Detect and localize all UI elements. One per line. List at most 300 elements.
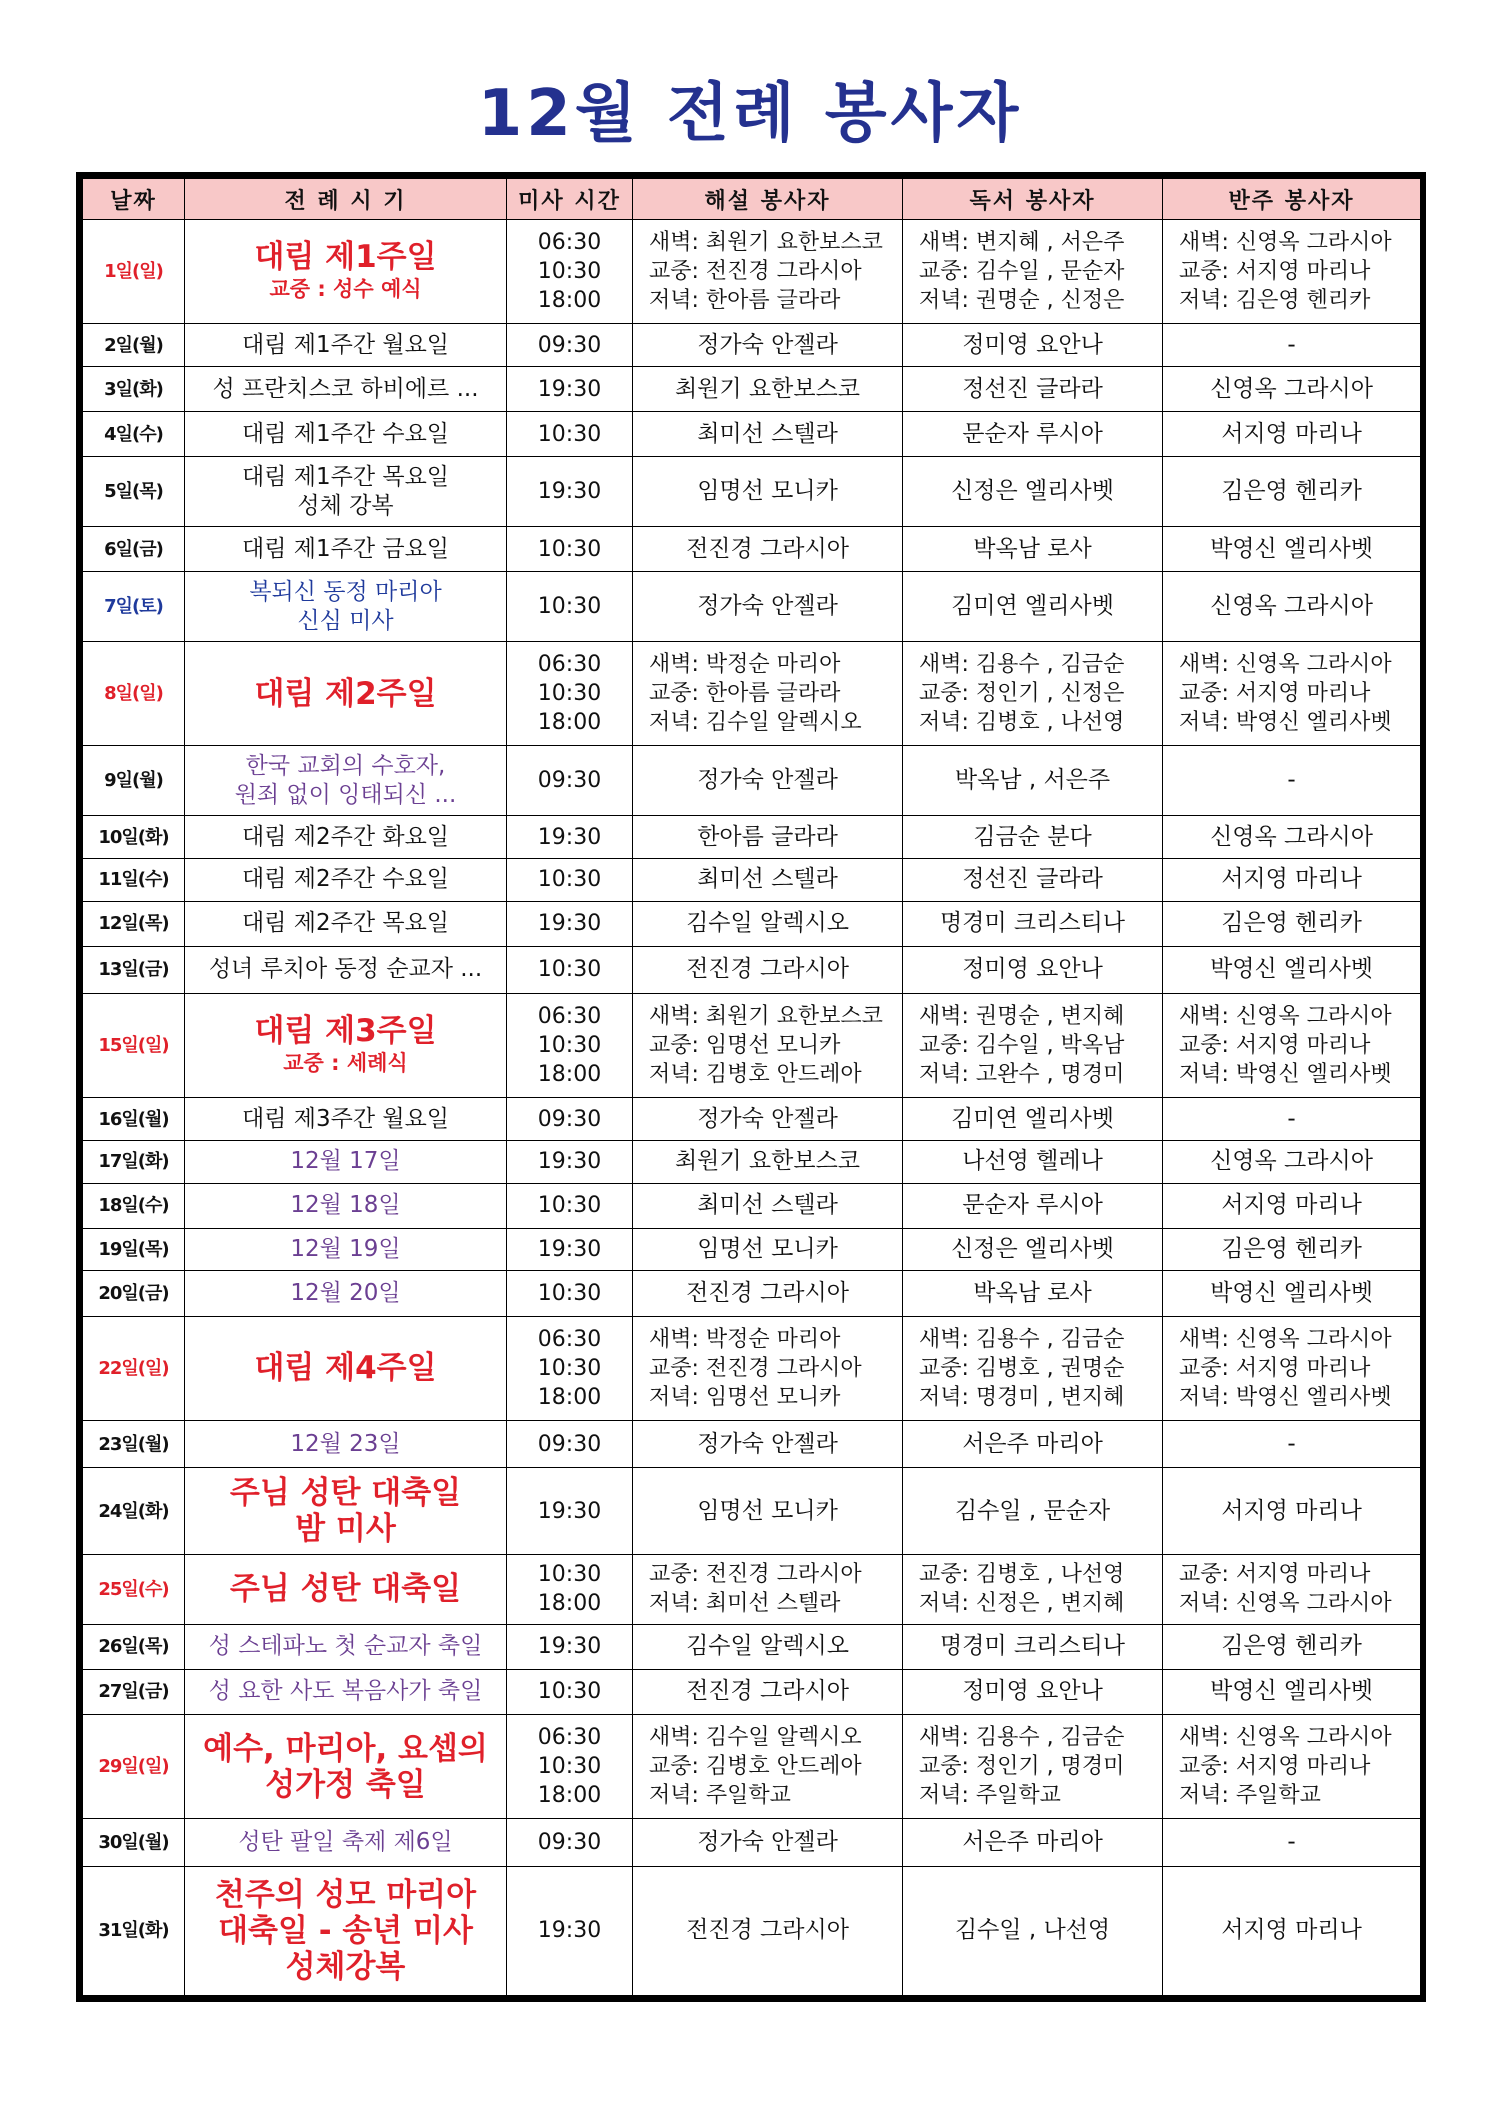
commentator-line: 저녁: 최미선 스텔라 [649,1591,841,1617]
cell-commentator [633,1228,903,1271]
cell-period [185,1228,507,1271]
cell-commentator [633,1468,903,1555]
organist-line: 새벽: 신영옥 그라시아 [1179,1004,1392,1030]
commentator-line: 한아름 글라라 [697,823,838,850]
cell-date: 12일(목) [83,901,185,946]
reader-line: 명경미 크리스티나 [939,1633,1126,1660]
reader-line: 정선진 글라라 [962,375,1103,402]
organist-line: - [1287,1828,1296,1855]
reader-line: 저녁: 명경미 , 변지혜 [919,1384,1125,1410]
cell-period [185,1669,507,1714]
organist-line: 저녁: 주일학교 [1179,1783,1321,1809]
time-line: 09:30 [537,1106,602,1132]
period-line: 대림 제1주간 수요일 [242,420,449,447]
cell-date: 27일(금) [83,1669,185,1714]
cell-time [507,1669,633,1714]
cell-time [507,324,633,367]
commentator-line: 임명선 모니카 [697,1497,838,1524]
cell-period [185,527,507,572]
cell-period [185,324,507,367]
cell-commentator [633,816,903,859]
organist-line: 새벽: 신영옥 그라시아 [1179,1725,1392,1751]
reader-line: 정미영 요안나 [962,956,1103,983]
period-line: 12월 17일 [290,1148,401,1175]
cell-reader [903,1141,1163,1184]
organist-line: - [1287,767,1296,794]
period-line: 성가정 축일 [265,1766,426,1803]
cell-date: 15일(일) [83,994,185,1098]
cell-reader [903,858,1163,901]
cell-date: 3일(화) [83,367,185,412]
cell-time [507,1316,633,1420]
cell-date: 23일(월) [83,1420,185,1467]
cell-organist [1163,1228,1421,1271]
reader-line: 박옥남 , 서은주 [954,767,1111,794]
period-line: 성체강복 [285,1948,406,1985]
period-line: 12월 19일 [290,1236,401,1263]
period-line: 예수, 마리아, 요셉의 [203,1730,488,1767]
table-row [83,527,1421,572]
time-line: 19:30 [537,824,602,850]
cell-organist [1163,1098,1421,1141]
commentator-line: 정가숙 안젤라 [697,331,838,358]
reader-line: 박옥남 로사 [973,1280,1092,1306]
period-line: 12월 23일 [290,1430,401,1457]
cell-period [185,994,507,1098]
commentator-line: 최미선 스텔라 [697,1192,838,1219]
commentator-line: 교중: 임명선 모니카 [649,1033,841,1059]
time-line: 06:30 [537,1326,602,1352]
commentator-line: 최미선 스텔라 [697,420,838,447]
commentator-line: 교중: 한아름 글라라 [649,681,841,707]
reader-line: 저녁: 주일학교 [919,1783,1061,1809]
period-line: 대림 제3주간 월요일 [242,1105,449,1132]
period-line: 한국 교회의 수호자, [245,752,446,779]
organist-line: 신영옥 그라시아 [1210,593,1373,620]
table-row [83,858,1421,901]
cell-date: 5일(목) [83,457,185,527]
organist-line: 서지영 마리나 [1221,1192,1362,1219]
commentator-line: 전진경 그라시아 [686,956,849,983]
cell-organist [1163,642,1421,746]
commentator-line: 저녁: 한아름 글라라 [649,288,841,314]
period-line: 천주의 성모 마리아 [214,1876,477,1913]
commentator-line: 정가숙 안젤라 [697,767,838,794]
period-line: 성탄 팔일 축제 제6일 [238,1828,453,1855]
schedule-table [82,178,1421,1996]
cell-time [507,527,633,572]
cell-time [507,572,633,642]
table-row [83,901,1421,946]
organist-line: 박영신 엘리사벳 [1210,535,1373,562]
organist-line: 김은영 헨리카 [1221,478,1362,505]
cell-date: 19일(목) [83,1228,185,1271]
table-row [83,746,1421,816]
cell-commentator [633,457,903,527]
header-row [83,179,1421,220]
cell-time [507,1866,633,1995]
table-row [83,572,1421,642]
commentator-line: 저녁: 임명선 모니카 [649,1384,841,1410]
reader-line: 새벽: 권명순 , 변지혜 [919,1004,1125,1030]
cell-organist [1163,1624,1421,1669]
organist-line: 새벽: 신영옥 그라시아 [1179,652,1392,678]
time-line: 10:30 [537,259,602,285]
table-row [83,1624,1421,1669]
cell-date: 6일(금) [83,527,185,572]
cell-date: 1일(일) [83,220,185,324]
reader-line: 신정은 엘리사벳 [951,478,1114,505]
reader-line: 정미영 요안나 [962,1678,1103,1705]
cell-date: 16일(월) [83,1098,185,1141]
cell-organist [1163,1468,1421,1555]
cell-reader [903,367,1163,412]
commentator-line: 저녁: 김병호 안드레아 [649,1062,862,1088]
cell-period [185,1420,507,1467]
time-line: 19:30 [537,1237,602,1263]
reader-line: 저녁: 김병호 , 나선영 [919,710,1125,736]
period-line: 대림 제1주간 금요일 [242,535,449,562]
cell-reader [903,1866,1163,1995]
cell-reader [903,816,1163,859]
table-row [83,324,1421,367]
cell-organist [1163,220,1421,324]
reader-line: 김미연 엘리사벳 [951,1105,1114,1132]
period-line: 12월 18일 [290,1192,401,1219]
time-line: 09:30 [537,1431,602,1457]
cell-time [507,412,633,457]
cell-period [185,457,507,527]
time-line: 18:00 [537,1591,602,1617]
table-row [83,1866,1421,1995]
commentator-line: 저녁: 김수일 알렉시오 [649,710,862,736]
cell-period [185,1316,507,1420]
cell-time [507,1819,633,1866]
organist-line: 박영신 엘리사벳 [1210,1280,1373,1306]
cell-commentator [633,412,903,457]
time-line: 10:30 [537,957,602,983]
cell-period [185,1271,507,1316]
commentator-line: 임명선 모니카 [697,478,838,505]
reader-line: 문순자 루시아 [962,1192,1103,1219]
cell-time [507,1554,633,1624]
cell-organist [1163,457,1421,527]
reader-line: 저녁: 고완수 , 명경미 [919,1062,1125,1088]
cell-organist [1163,858,1421,901]
reader-line: 교중: 김수일 , 박옥남 [919,1033,1125,1059]
time-line: 10:30 [537,1562,602,1588]
cell-period [185,1714,507,1818]
reader-line: 교중: 김병호 , 권명순 [919,1355,1125,1381]
cell-reader [903,1183,1163,1228]
cell-commentator [633,994,903,1098]
cell-commentator [633,1624,903,1669]
cell-period [185,946,507,993]
cell-organist [1163,1819,1421,1866]
cell-organist [1163,412,1421,457]
period-line: 대림 제2주간 수요일 [242,866,449,893]
cell-period [185,901,507,946]
time-line: 10:30 [537,1033,602,1059]
organist-line: 서지영 마리나 [1221,1917,1362,1944]
cell-period [185,1183,507,1228]
organist-line: - [1287,1430,1296,1457]
time-line: 10:30 [537,867,602,893]
period-line: 성 프란치스코 하비에르 ... [212,375,479,402]
cell-period [185,1468,507,1555]
cell-time [507,1420,633,1467]
period-line: 대림 제2주일 [254,675,437,712]
table-row [83,816,1421,859]
cell-reader [903,412,1163,457]
organist-line: 교중: 서지영 마리나 [1179,1562,1371,1588]
cell-commentator [633,1183,903,1228]
time-line: 10:30 [537,1355,602,1381]
time-line: 10:30 [537,1193,602,1219]
cell-date: 11일(수) [83,858,185,901]
organist-line: 서지영 마리나 [1221,866,1362,893]
cell-time [507,1183,633,1228]
cell-commentator [633,527,903,572]
header-reader: 독서 봉사자 [903,179,1163,220]
period-line: 성녀 루치아 동정 순교자 ... [208,956,483,983]
cell-organist [1163,1271,1421,1316]
cell-commentator [633,1271,903,1316]
cell-date: 18일(수) [83,1183,185,1228]
cell-commentator [633,1316,903,1420]
cell-period [185,1819,507,1866]
cell-organist [1163,994,1421,1098]
time-line: 06:30 [537,1004,602,1030]
cell-organist [1163,946,1421,993]
period-line: 대림 제1주간 월요일 [242,331,449,358]
period-line: 성 스테파노 첫 순교자 축일 [208,1633,483,1660]
organist-line: 서지영 마리나 [1221,1497,1362,1524]
cell-date: 26일(목) [83,1624,185,1669]
table-row [83,367,1421,412]
cell-time [507,642,633,746]
time-line: 19:30 [537,1918,602,1944]
time-line: 10:30 [537,536,602,562]
organist-line: 교중: 서지영 마리나 [1179,1355,1371,1381]
cell-organist [1163,1554,1421,1624]
reader-line: 새벽: 김용수 , 김금순 [919,1326,1125,1352]
header-commentator: 해설 봉사자 [633,179,903,220]
cell-date: 7일(토) [83,572,185,642]
reader-line: 박옥남 로사 [973,535,1092,562]
cell-reader [903,1228,1163,1271]
table-row [83,1271,1421,1316]
commentator-line: 새벽: 박정순 마리아 [649,1326,841,1352]
table-body [83,220,1421,1996]
cell-reader [903,1554,1163,1624]
organist-line: 김은영 헨리카 [1221,1236,1362,1263]
cell-commentator [633,642,903,746]
cell-reader [903,572,1163,642]
cell-time [507,457,633,527]
organist-line: 교중: 서지영 마리나 [1179,681,1371,707]
organist-line: 김은영 헨리카 [1221,1633,1362,1660]
table-row [83,1228,1421,1271]
time-line: 19:30 [537,911,602,937]
period-line: 주님 성탄 대축일 [229,1475,462,1512]
table-row [83,994,1421,1098]
cell-organist [1163,901,1421,946]
period-line: 성체 강복 [297,492,394,519]
cell-time [507,746,633,816]
commentator-line: 정가숙 안젤라 [697,1105,838,1132]
reader-line: 신정은 엘리사벳 [951,1236,1114,1263]
cell-period [185,412,507,457]
time-line: 10:30 [537,1281,602,1306]
table-row [83,1183,1421,1228]
cell-commentator [633,1554,903,1624]
time-line: 09:30 [537,768,602,794]
period-line: 대림 제1주간 목요일 [242,463,449,490]
organist-line: 신영옥 그라시아 [1210,1148,1373,1175]
cell-reader [903,1098,1163,1141]
time-line: 06:30 [537,1725,602,1751]
cell-date: 25일(수) [83,1554,185,1624]
commentator-line: 새벽: 김수일 알렉시오 [649,1725,862,1751]
organist-line: 저녁: 신영옥 그라시아 [1179,1591,1392,1617]
table-row [83,412,1421,457]
cell-organist [1163,1183,1421,1228]
organist-line: - [1287,331,1296,358]
commentator-line: 새벽: 박정순 마리아 [649,652,841,678]
cell-date: 8일(일) [83,642,185,746]
cell-organist [1163,324,1421,367]
cell-commentator [633,901,903,946]
cell-commentator [633,1669,903,1714]
cell-reader [903,642,1163,746]
reader-line: 정미영 요안나 [962,331,1103,358]
cell-commentator [633,946,903,993]
time-line: 18:00 [537,710,602,736]
period-line: 성 요한 사도 복음사가 축일 [208,1678,483,1705]
period-line: 대림 제1주일 [254,239,437,276]
time-line: 10:30 [537,681,602,707]
cell-reader [903,1468,1163,1555]
table-row [83,1420,1421,1467]
cell-commentator [633,367,903,412]
cell-time [507,1714,633,1818]
commentator-line: 전진경 그라시아 [686,1678,849,1705]
cell-organist [1163,527,1421,572]
period-line: 밤 미사 [295,1511,396,1548]
cell-date: 10일(화) [83,816,185,859]
table-row [83,1468,1421,1555]
cell-period [185,367,507,412]
period-line: 신심 미사 [297,607,394,634]
time-line: 09:30 [537,1829,602,1855]
cell-reader [903,1420,1163,1467]
organist-line: 신영옥 그라시아 [1210,375,1373,402]
cell-time [507,858,633,901]
cell-reader [903,1271,1163,1316]
cell-organist [1163,1141,1421,1184]
reader-line: 저녁: 신정은 , 변지혜 [919,1591,1125,1617]
organist-line: 교중: 서지영 마리나 [1179,1033,1371,1059]
reader-line: 김수일 , 나선영 [954,1917,1111,1944]
cell-time [507,816,633,859]
cell-reader [903,457,1163,527]
period-line: 대림 제2주간 목요일 [242,910,449,937]
organist-line: 김은영 헨리카 [1221,910,1362,937]
commentator-line: 김수일 알렉시오 [686,910,849,937]
table-row [83,642,1421,746]
commentator-line: 임명선 모니카 [697,1236,838,1263]
commentator-line: 새벽: 최원기 요한보스코 [649,1004,883,1030]
header-organist: 반주 봉사자 [1163,179,1421,220]
cell-period [185,1866,507,1995]
cell-time [507,220,633,324]
organist-line: 저녁: 박영신 엘리사벳 [1179,1384,1392,1410]
cell-reader [903,946,1163,993]
cell-reader [903,994,1163,1098]
organist-line: - [1287,1105,1296,1132]
cell-reader [903,1316,1163,1420]
reader-line: 저녁: 권명순 , 신정은 [919,288,1125,314]
cell-commentator [633,858,903,901]
reader-line: 명경미 크리스티나 [939,910,1126,937]
commentator-line: 정가숙 안젤라 [697,593,838,620]
time-line: 19:30 [537,1498,602,1524]
cell-reader [903,1714,1163,1818]
cell-period [185,858,507,901]
period-line: 대축일 - 송년 미사 [218,1912,473,1949]
cell-organist [1163,1669,1421,1714]
cell-date: 24일(화) [83,1468,185,1555]
cell-organist [1163,746,1421,816]
table-row [83,1669,1421,1714]
cell-time [507,1468,633,1555]
cell-period [185,1624,507,1669]
cell-organist [1163,1316,1421,1420]
reader-line: 김금순 분다 [973,823,1092,850]
cell-time [507,367,633,412]
reader-line: 문순자 루시아 [962,420,1103,447]
period-line: 대림 제4주일 [254,1350,437,1387]
cell-reader [903,220,1163,324]
time-line: 10:30 [537,1679,602,1705]
cell-date: 30일(월) [83,1819,185,1866]
header-time: 미사 시간 [507,179,633,220]
organist-line: 저녁: 박영신 엘리사벳 [1179,710,1392,736]
commentator-line: 최미선 스텔라 [697,866,838,893]
cell-reader [903,1669,1163,1714]
cell-commentator [633,324,903,367]
table-row [83,946,1421,993]
cell-period [185,642,507,746]
period-line: 대림 제3주일 [254,1013,437,1050]
cell-organist [1163,367,1421,412]
organist-line: 신영옥 그라시아 [1210,823,1373,850]
table-row [83,457,1421,527]
cell-time [507,1228,633,1271]
organist-line: 새벽: 신영옥 그라시아 [1179,230,1392,256]
period-line: 12월 20일 [290,1280,401,1306]
cell-time [507,1141,633,1184]
period-line: 대림 제2주간 화요일 [242,823,449,850]
table-row [83,220,1421,324]
time-line: 10:30 [537,594,602,620]
time-line: 18:00 [537,288,602,314]
reader-line: 나선영 헬레나 [962,1148,1103,1175]
cell-date: 22일(일) [83,1316,185,1420]
cell-period [185,816,507,859]
cell-time [507,946,633,993]
